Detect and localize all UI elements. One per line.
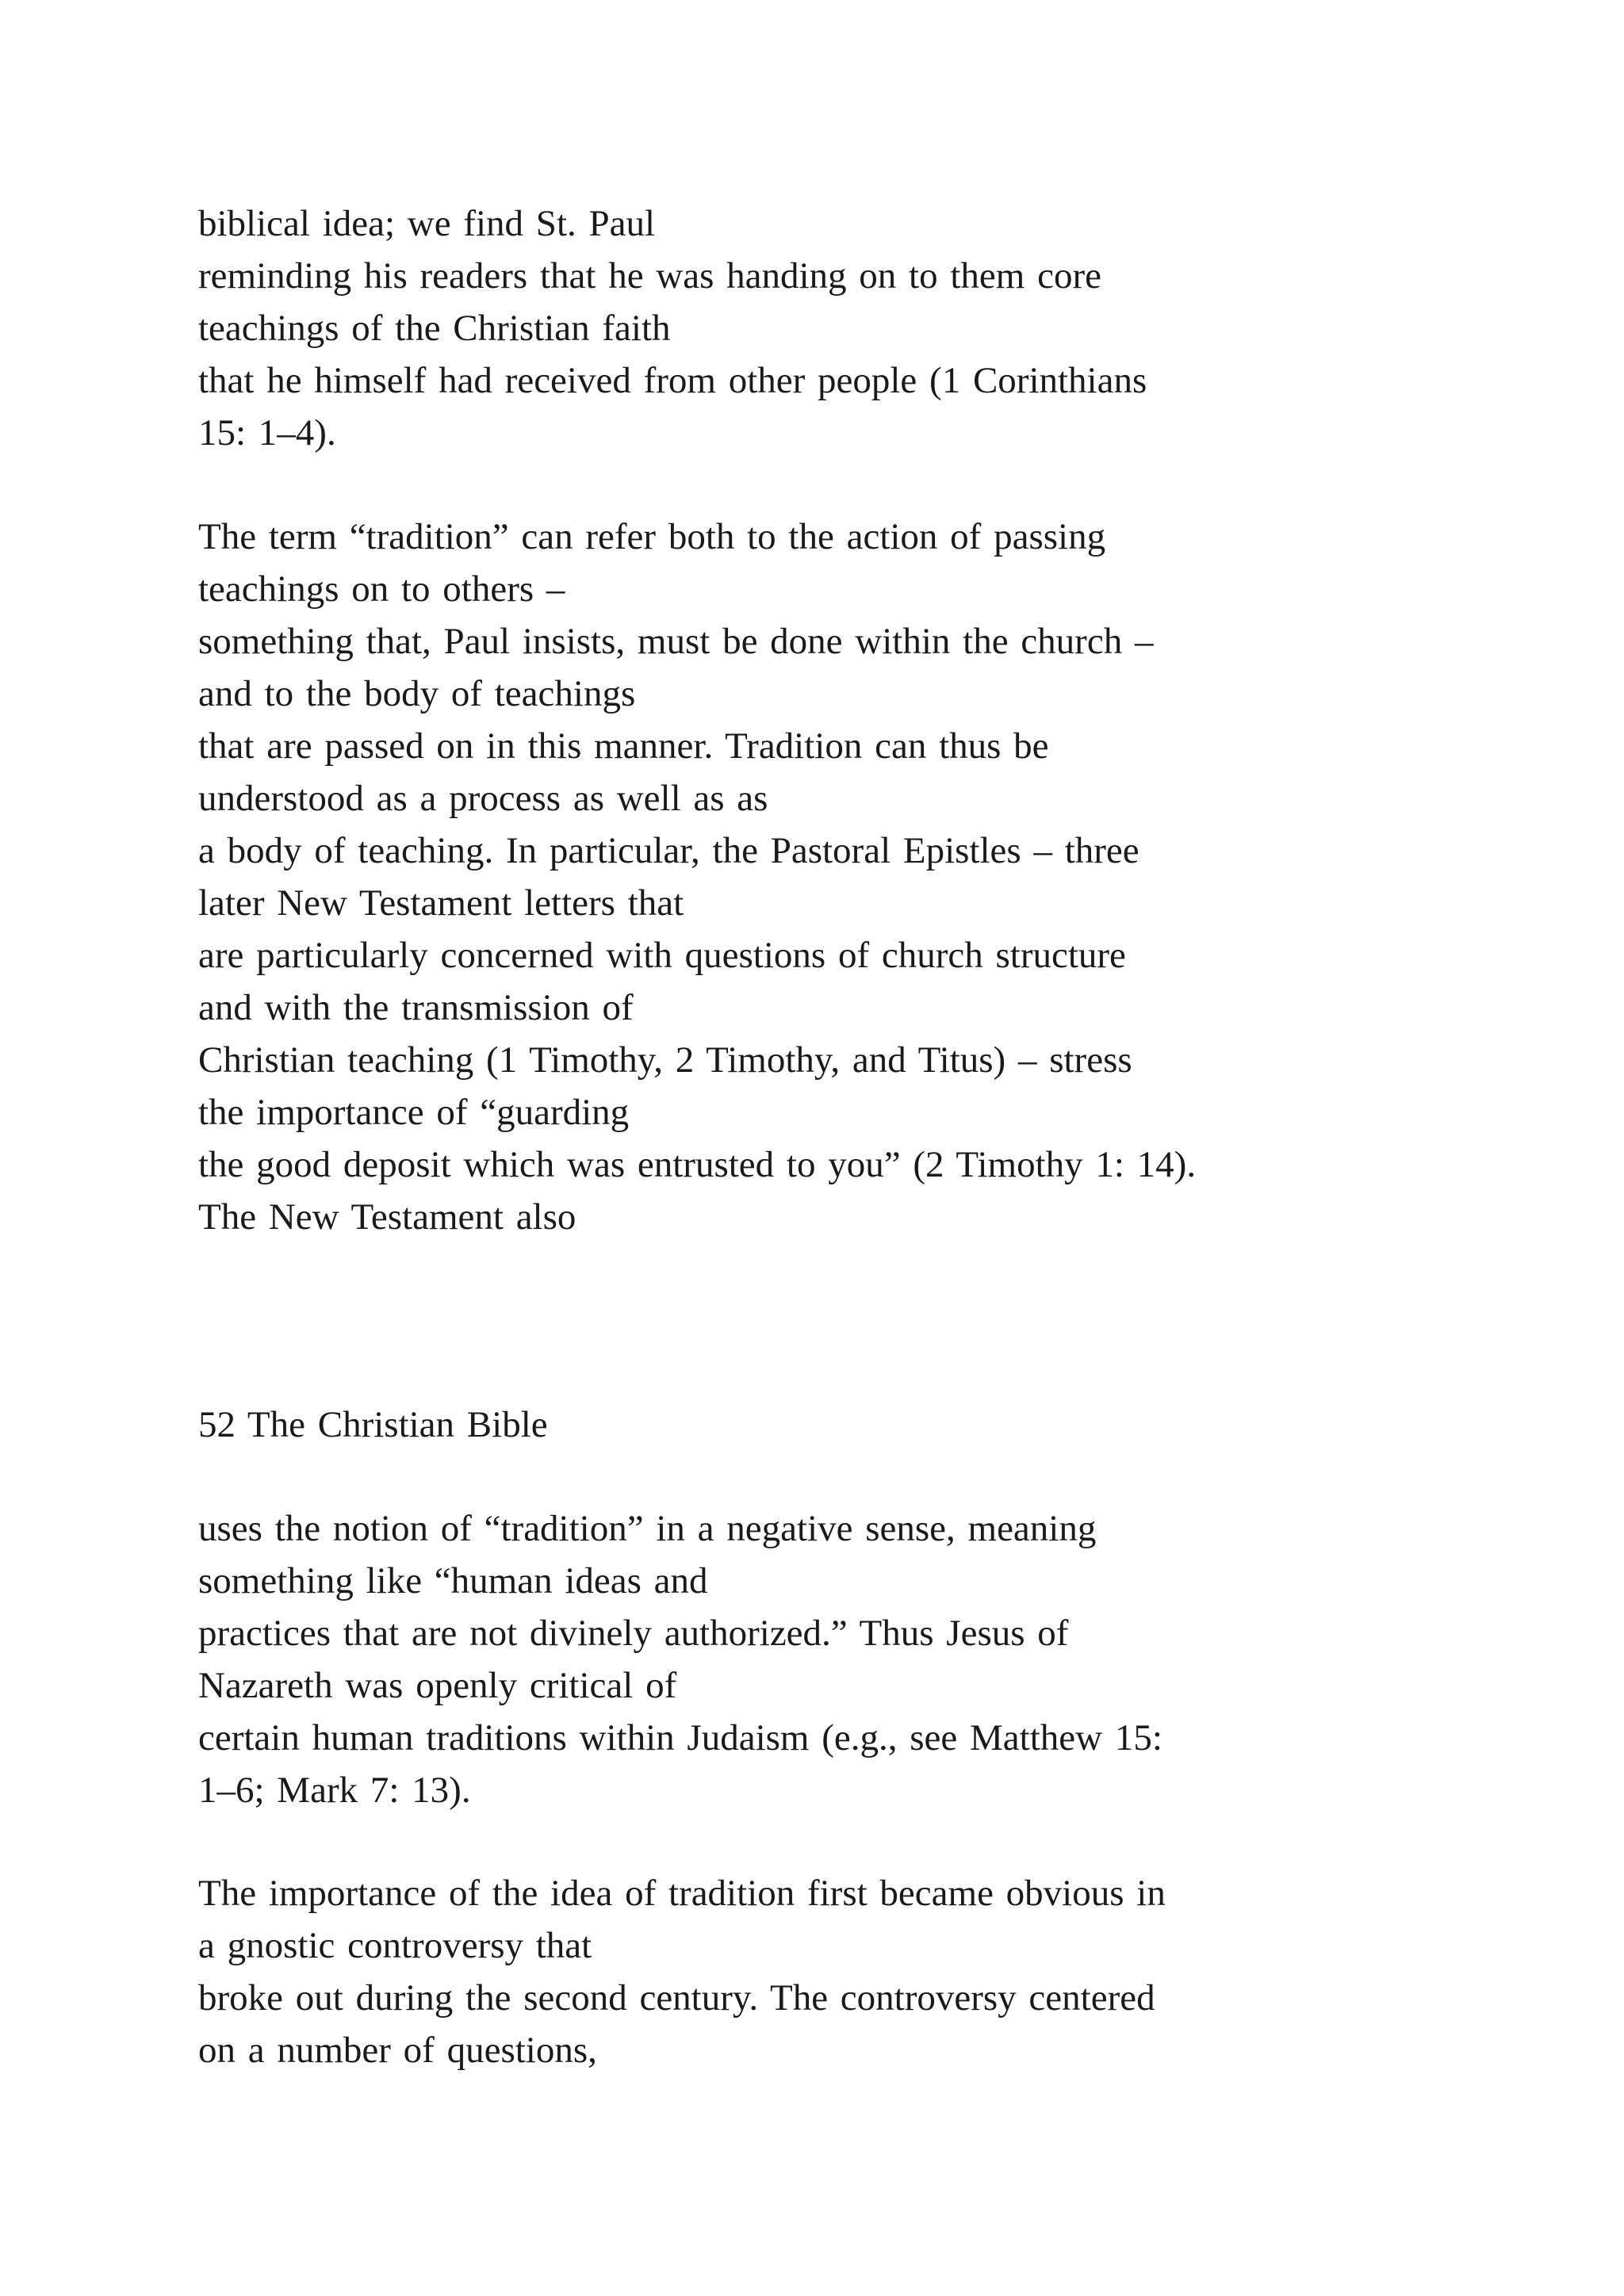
text-line: that are passed on in this manner. Tradition can thus be [198,725,1049,767]
text-line: biblical idea; we find St. Paul [198,203,656,244]
text-line: teachings of the Christian faith [198,308,671,349]
text-line: and to the body of teachings [198,673,636,714]
text-line: certain human traditions within Judaism (e.g., see Matthew 15: [198,1717,1162,1758]
text-line: 1–6; Mark 7: 13). [198,1770,471,1811]
text-line: the importance of “guarding [198,1092,630,1133]
text-line: The term “tradition” can refer both to the action of passing [198,516,1106,557]
text-line: understood as a process as well as as [198,778,768,819]
text-line: The New Testament also [198,1196,576,1238]
text-line: and with the transmission of [198,987,634,1028]
paragraph-negative-sense [198,1502,1515,1816]
text-line: reminding his readers that he was handing on to them core [198,255,1101,297]
text-line: something like “human ideas and [198,1560,708,1601]
paragraph-term-tradition [198,511,1515,1243]
text-line: on a number of questions, [198,2030,597,2071]
running-header [198,1399,1515,1451]
text-line: 15: 1–4). [198,412,336,453]
text-line: later New Testament letters that [198,882,684,924]
text-line: a gnostic controversy that [198,1925,592,1966]
text-line: something that, Paul insists, must be done within the church – [198,621,1154,662]
text-line: The importance of the idea of tradition first became obvious in [198,1873,1166,1914]
text-line: practices that are not divinely authorized.” Thus Jesus of [198,1613,1069,1654]
text-line: Christian teaching (1 Timothy, 2 Timothy, and Titus) – stress [198,1039,1132,1081]
text-line: that he himself had received from other people (1 Corinthians [198,360,1147,401]
text-line: uses the notion of “tradition” in a negative sense, meaning [198,1508,1097,1549]
text-line: the good deposit which was entrusted to you” (2 Timothy 1: 14). [198,1144,1197,1185]
text-line: teachings on to others – [198,568,565,610]
paragraph-gnostic-controversy [198,1867,1515,2076]
text-line: broke out during the second century. The controversy centered [198,1977,1155,2019]
paragraph-paul-tradition [198,197,1515,459]
page-header-text: 52 The Christian Bible [198,1404,548,1445]
text-line: a body of teaching. In particular, the Pastoral Epistles – three [198,830,1139,871]
text-line: are particularly concerned with questions of church structure [198,935,1126,976]
text-line: Nazareth was openly critical of [198,1665,677,1706]
